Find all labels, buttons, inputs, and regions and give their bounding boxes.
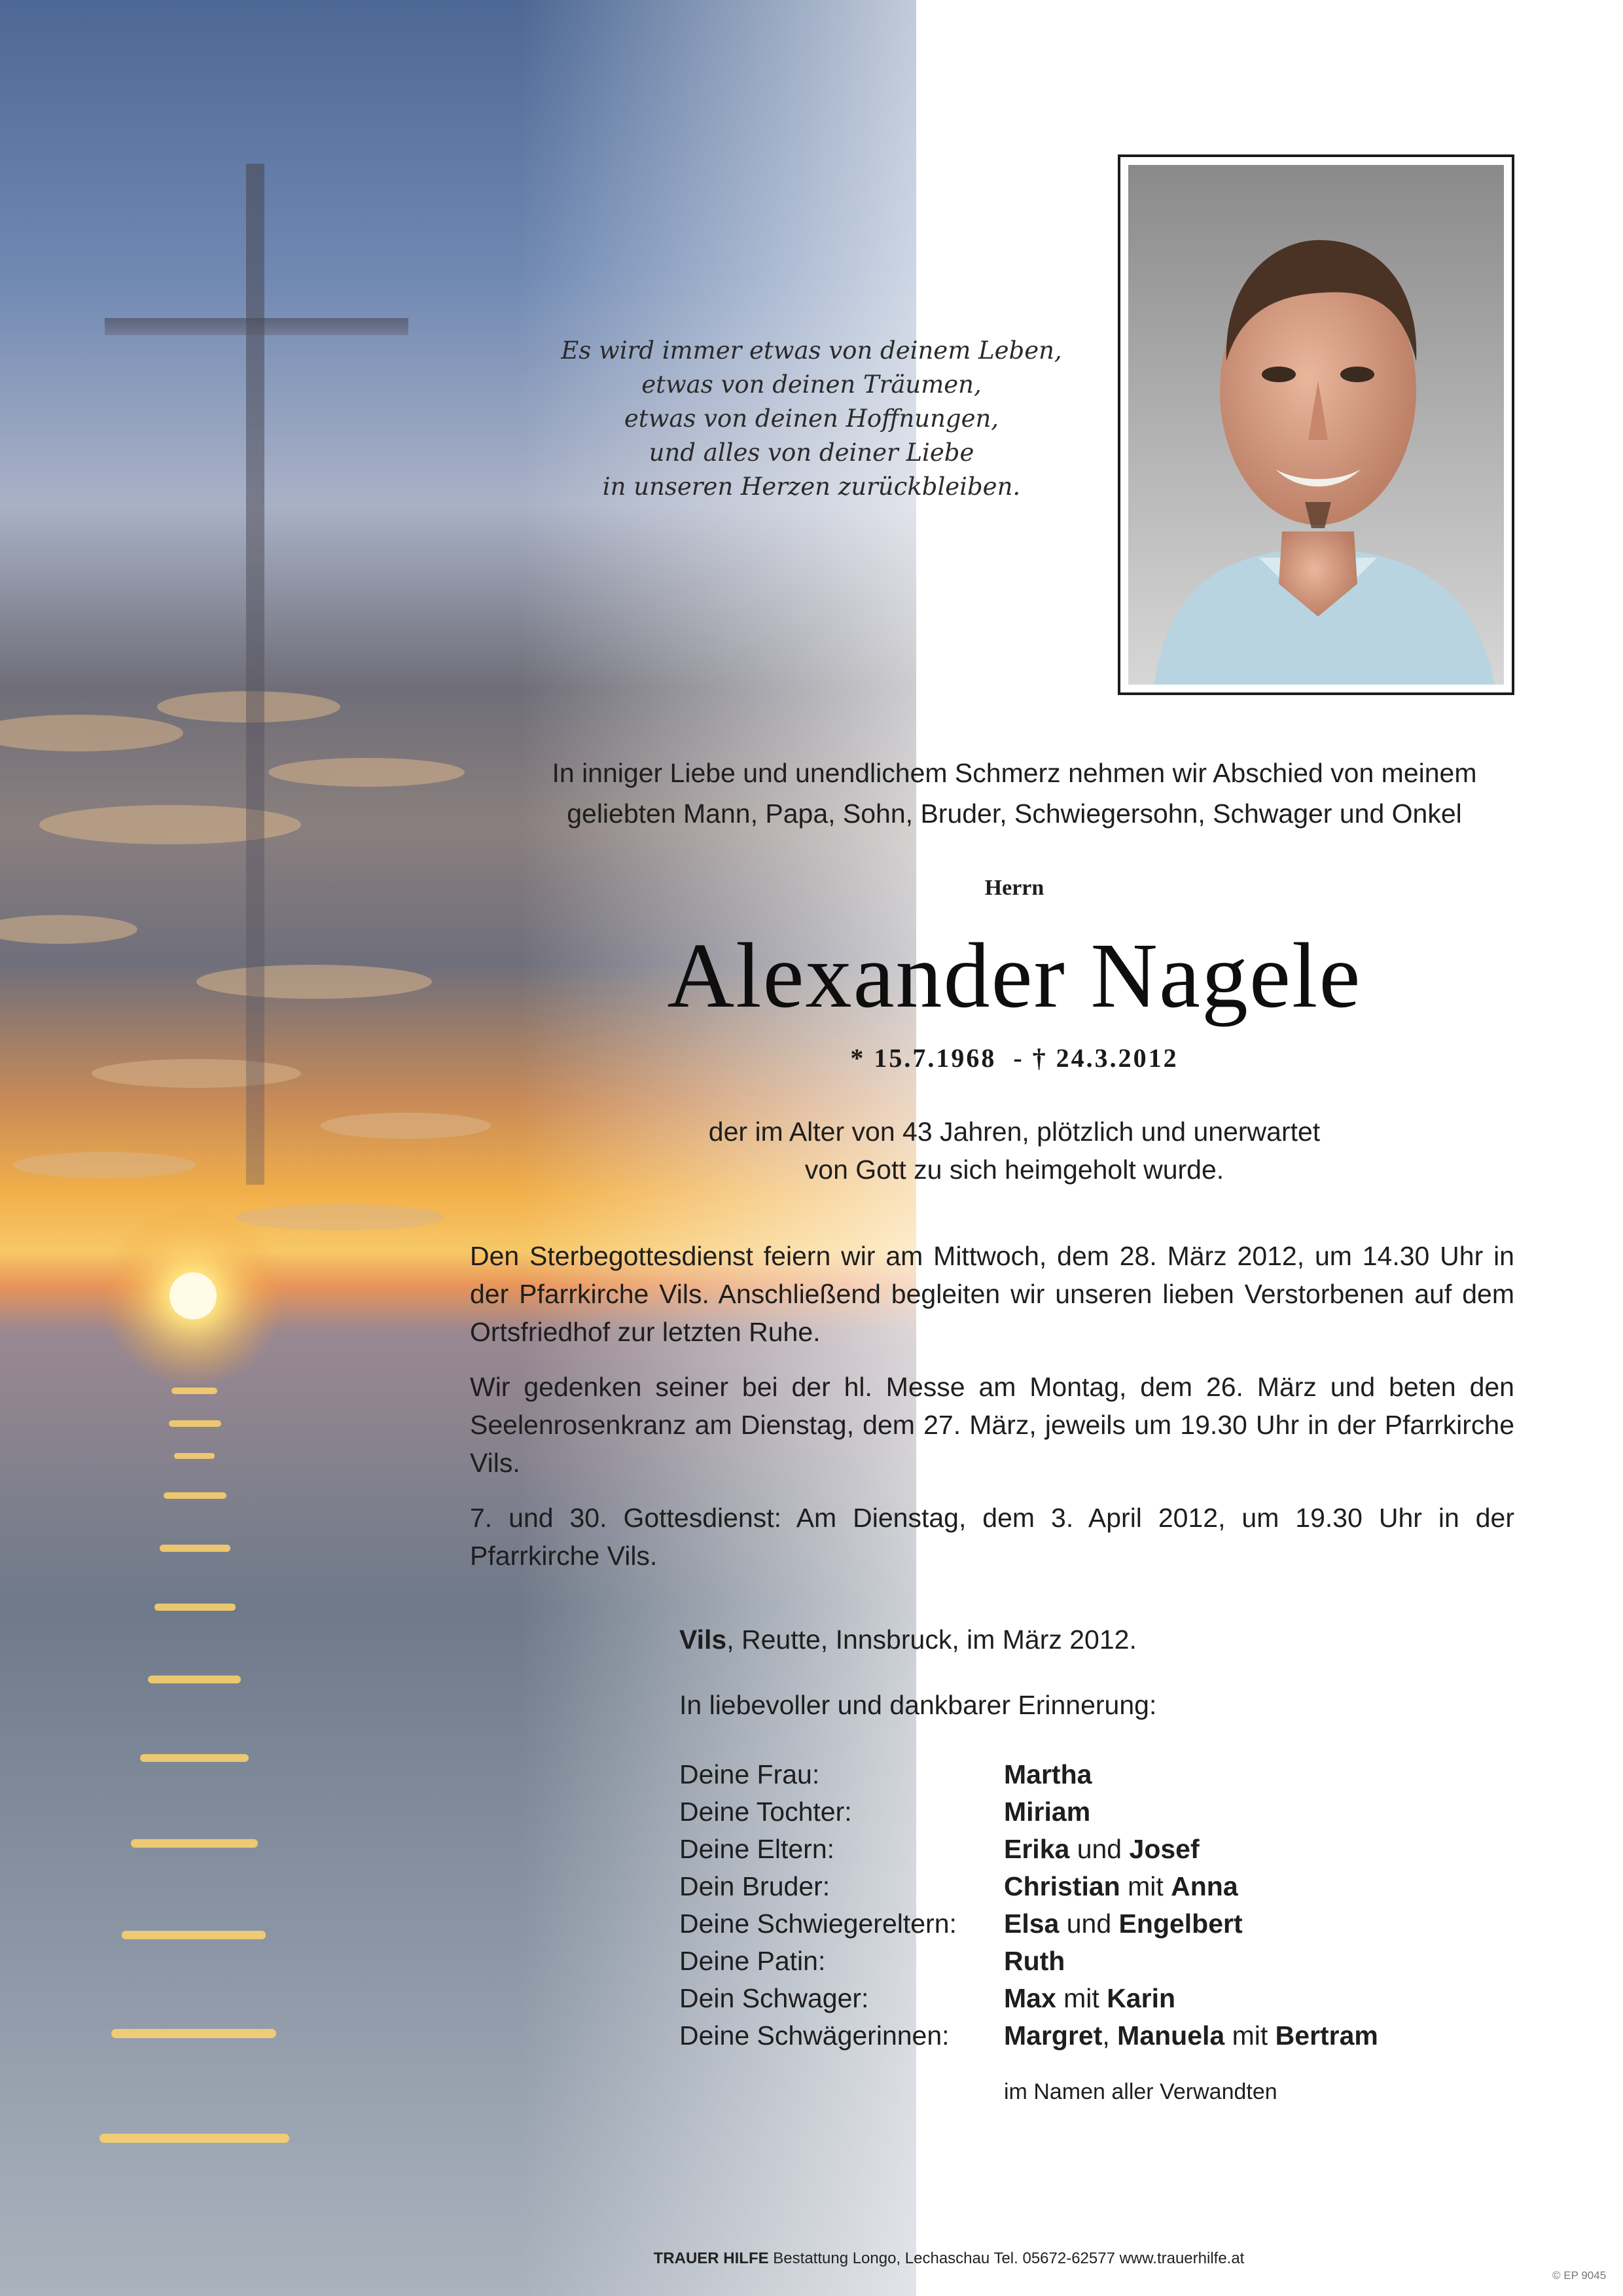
verse-line: Es wird immer etwas von deinem Leben, [561,336,1062,365]
mourner-names [1004,1980,1175,2017]
relatives-line: im Namen aller Verwandten [1004,2079,1277,2104]
memory-line: In liebevoller und dankbarer Erinnerung: [679,1690,1157,1720]
place-town: Vils [679,1624,727,1655]
mourner-role: Dein Bruder: [679,1871,830,1901]
verse-line: und alles von deiner Liebe [649,439,974,467]
print-code: © EP 9045 [1552,2269,1607,2282]
mourner-role: Deine Eltern: [679,1834,835,1864]
intro-line: geliebten Mann, Papa, Sohn, Bruder, Schwiegersohn, Schwager und Onkel [567,798,1462,829]
salutation: Herrn [984,876,1044,900]
mourner-row [679,1793,1378,1831]
mourner-name: Max [1004,1983,1056,2013]
intro-line: In inniger Liebe und unendlichem Schmerz nehmen wir Abschied von meinem [552,758,1477,788]
age-line: von Gott zu sich heimgeholt wurde. [804,1155,1224,1185]
mourner-row [679,1943,1378,1980]
memorial-verse [484,334,1139,504]
memorial-mass-paragraph: 7. und 30. Gottesdienst: Am Dienstag, dem 3. April 2012, um 19.30 Uhr in der Pfarrkirche Vils. [470,1503,1514,1571]
mourner-row [679,1905,1378,1943]
funeral-home-footer [524,2250,1374,2268]
place-and-date [679,1624,1137,1655]
mourner-names [1004,1905,1243,1943]
verse-line: etwas von deinen Träumen, [641,370,982,399]
mourner-names [1004,1756,1092,1793]
mourner-name: Anna [1171,1871,1238,1901]
mourner-connector: und [1059,1909,1119,1939]
portrait-frame [1118,154,1514,695]
mourner-names [1004,1793,1090,1831]
funeral-service-paragraph: Den Sterbegottesdienst feiern wir am Mittwoch, dem 28. März 2012, um 14.30 Uhr in der Pfarrkirche Vils. Anschließend begleiten wir unseren lieben Verstorbenen auf dem Ortsfriedhof zur letzten Ruhe. [470,1241,1514,1347]
verse-line: etwas von deinen Hoffnungen, [624,404,999,433]
mourner-name: Josef [1129,1834,1200,1864]
mourner-name: Karin [1107,1983,1176,2013]
mourner-name: Manuela [1117,2020,1225,2051]
mourner-row [679,1756,1378,1793]
mourner-connector: und [1069,1834,1130,1864]
service-announcements [470,1237,1514,1592]
age-text [524,1113,1505,1189]
mourner-row [679,1868,1378,1905]
mourner-role: Deine Frau: [679,1759,820,1789]
life-dates: * 15.7.1968 - † 24.3.2012 [850,1043,1179,1073]
mourner-names [1004,2017,1378,2054]
mourner-role: Deine Schwägerinnen: [679,2020,950,2051]
mourner-role: Deine Tochter: [679,1797,852,1827]
mourner-name: Engelbert [1118,1909,1243,1939]
mourner-connector: mit [1056,1983,1107,2013]
mourner-role: Deine Schwiegereltern: [679,1909,957,1939]
mourner-role: Dein Schwager: [679,1983,869,2013]
mourner-row [679,1980,1378,2017]
mourner-connector: , [1102,2020,1118,2051]
mourner-name: Christian [1004,1871,1120,1901]
footer-text: Bestattung Longo, Lechaschau Tel. 05672-62577 www.trauerhilfe.at [768,2250,1245,2267]
intro-text [452,753,1577,834]
place-rest: , Reutte, Innsbruck, im März 2012. [726,1624,1137,1655]
mourners-list [679,1756,1378,2054]
mourner-names [1004,1868,1238,1905]
mourner-names [1004,1831,1200,1868]
mourner-connector: mit [1224,2020,1275,2051]
mourner-name: Ruth [1004,1946,1065,1976]
mourner-names [1004,1943,1065,1980]
deceased-name: Alexander Nagele [667,924,1362,1027]
mourner-connector: mit [1120,1871,1171,1901]
rosary-paragraph: Wir gedenken seiner bei der hl. Messe am Montag, dem 26. März und beten den Seelenrosenkranz am Dienstag, dem 27. März, jeweils um 19.30 Uhr in der Pfarrkirche Vils. [470,1372,1514,1478]
age-line: der im Alter von 43 Jahren, plötzlich und unerwartet [708,1117,1321,1147]
mourner-name: Miriam [1004,1797,1091,1827]
portrait-photo [1128,165,1504,685]
mourner-row [679,1831,1378,1868]
mourner-name: Margret [1004,2020,1103,2051]
mourner-name: Bertram [1275,2020,1378,2051]
mourner-name: Erika [1004,1834,1070,1864]
verse-line: in unseren Herzen zurückbleiben. [602,473,1021,501]
mourner-name: Martha [1004,1759,1092,1789]
footer-brand: TRAUER HILFE [653,2250,769,2267]
mourner-role: Deine Patin: [679,1946,826,1976]
mourner-name: Elsa [1004,1909,1060,1939]
mourner-row [679,2017,1378,2054]
